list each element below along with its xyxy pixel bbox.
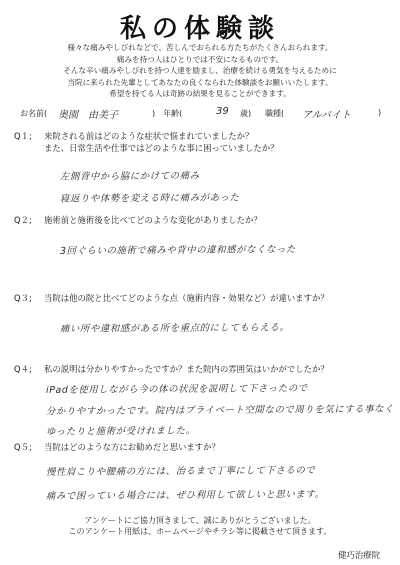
answer-5-line-2: 痛みで困っている場合には、ぜひ利用して欲しいと思います。 — [45, 489, 325, 502]
answer-1-line-1: 左側背中から脇にかけての痛み — [59, 170, 200, 183]
answer-5-line-1: 慢性肩こりや腰痛の方には、治るまで丁寧にして下さるので — [45, 465, 316, 478]
name-value: 奥園 由美子 — [58, 110, 118, 121]
intro-text — [0, 42, 400, 100]
question-text: 当院は他の院と比べてどのような点（施術内容・効果など）が違いますか？ — [44, 293, 329, 303]
question-3 — [14, 292, 394, 304]
answer-1-line-2: 寝返りや体勢を変える時に痛みがあった — [59, 192, 240, 205]
answer-4-line-3: ゆったりと施術が受けれました。 — [45, 425, 196, 438]
question-4 — [14, 363, 394, 375]
intro-line: 痛みを持つ人はひとりでは不安になるものです。 — [116, 54, 284, 64]
question-number: Q４; — [14, 364, 32, 374]
age-suffix: 歳) — [240, 109, 252, 118]
question-number: Q５; — [14, 442, 32, 452]
intro-line: 様々な痛みやしびれなどで、苦しんでおられる方たちがたくさんおられます。 — [67, 43, 333, 52]
question-text: 施術前と施術後を比べてどのような変化がありましたか？ — [44, 215, 262, 225]
question-text: また、日常生活や仕事ではどのような事に困っていましたか？ — [44, 143, 279, 153]
name-label: お名前( — [20, 109, 48, 118]
question-number: Q３; — [14, 293, 32, 303]
info-close: ) — [378, 108, 382, 117]
footer-line: このアンケート用紙は、ホームページやチラシ等に掲載させて頂きます。 — [68, 527, 332, 536]
intro-line: 希望を持てる人は奇跡の結果を見ることができます。 — [109, 89, 291, 99]
intro-line: そんな辛い痛みやしびれを持つ人達を励まし、治療を続ける勇気を与えるために — [63, 66, 337, 76]
age-label: ) 年齢( — [152, 109, 183, 118]
question-text: 来院される前はどのような症状で悩まれていましたか？ — [44, 131, 254, 141]
respondent-info — [20, 106, 390, 122]
question-number: Q２; — [14, 215, 32, 225]
question-text: 私の説明は分かりやすかったですか？また院内の雰囲気はいかがでしたか？ — [44, 364, 329, 374]
answer-2-line-1: 3回ぐらいの施術で痛みや背中の違和感がなくなった — [59, 244, 297, 257]
question-text: 当院はどのような方にお勧めだと思いますか？ — [44, 442, 220, 452]
question-number: Q１; — [14, 131, 32, 141]
question-2 — [14, 214, 394, 226]
clinic-name: 健巧治療院 — [338, 550, 380, 560]
footer-note — [0, 515, 400, 537]
intro-line: 当院に来られた先輩としてあなたの良くなられた体験談をお願いいたします。 — [67, 77, 333, 87]
question-1 — [14, 130, 394, 154]
job-value: アルバイト — [302, 110, 351, 121]
page-title: 私の体験談 — [119, 14, 280, 44]
answer-3-line-1: 痛い所や違和感がある所を重点的にしてもらえる。 — [59, 322, 290, 335]
answer-4-line-1: iPadを使用しながら今の体の状況を説明して下さったので — [45, 383, 308, 396]
job-label: 職種( — [265, 109, 285, 118]
question-5 — [14, 441, 394, 453]
age-value: 39 — [216, 106, 229, 117]
answer-4-line-2: 分かりやすかったです。院内はプライベート空間なので周りを気にする事なく — [45, 403, 395, 418]
footer-line: アンケートにご協力頂きまして、誠にありがとうございました。 — [84, 516, 316, 525]
